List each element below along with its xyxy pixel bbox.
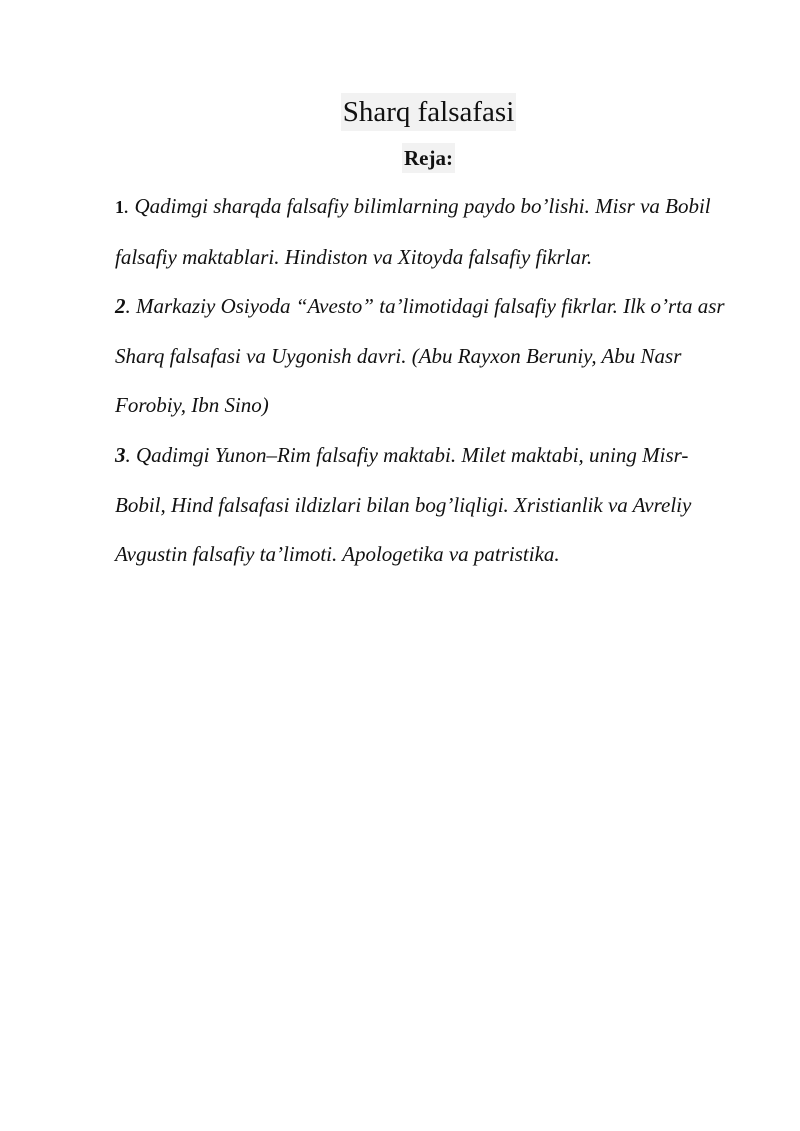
plan-heading: Reja:: [402, 143, 455, 173]
plan-item-1: [115, 182, 735, 282]
plan-item-separator: .: [124, 194, 135, 218]
plan-item-3: [115, 431, 735, 580]
subtitle-container: [0, 143, 800, 173]
plan-item-text: Markaziy Osiyoda “Avesto” ta’limotidagi falsafiy fikrlar. Ilk o’rta asr Sharq falsafasi va Uygonish davri. (Abu Rayxon Beruniy, Abu Nasr Forobiy, Ibn Sino): [115, 294, 725, 418]
plan-item-separator: .: [125, 442, 136, 467]
plan-item-separator: .: [125, 294, 136, 319]
plan-item-number: 1: [115, 197, 124, 217]
document-title: Sharq falsafasi: [341, 93, 517, 131]
plan-item-2: [115, 282, 735, 431]
plan-item-number: 2: [115, 294, 126, 319]
plan-item-text: Qadimgi sharqda falsafiy bilimlarning paydo bo’lishi. Misr va Bobil falsafiy maktablari. Hindiston va Xitoyda falsafiy fikrlar.: [115, 194, 711, 269]
plan-item-text: Qadimgi Yunon–Rim falsafiy maktabi. Milet maktabi, uning Misr-Bobil, Hind falsafasi ildizlari bilan bog’liqligi. Xristianlik va Avreliy Avgustin falsafiy ta’limoti. Apologetika va patristika.: [115, 442, 692, 567]
plan-list: [115, 182, 735, 580]
plan-item-number: 3: [115, 442, 126, 467]
title-container: [0, 74, 800, 151]
